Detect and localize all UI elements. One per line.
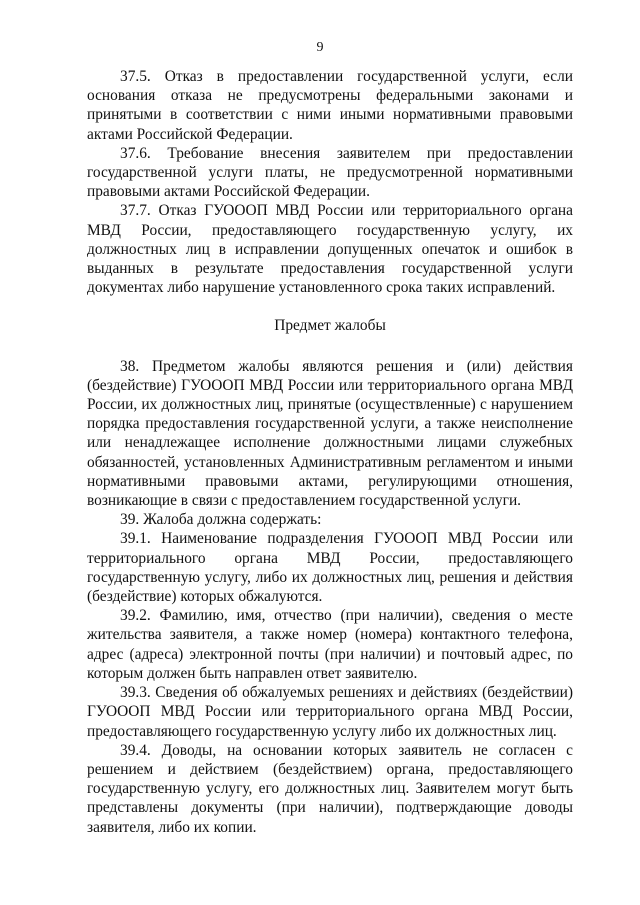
paragraph-39-4: 39.4. Доводы, на основании которых заявитель не согласен с решением и действием (бездействием) органа, предоставляющего государственную услугу, его должностных лиц. Заявителем могут быть представлены документы (при наличии), подтверждающие доводы заявителя, либо их копии. xyxy=(87,741,573,836)
page-number: 9 xyxy=(316,40,324,55)
paragraph-39-3: 39.3. Сведения об обжалуемых решениях и действиях (бездействии) ГУОООП МВД России или территориального органа МВД России, предоставляющего государственную услугу либо их должностных лиц. xyxy=(87,684,573,740)
paragraph-37-5: 37.5. Отказ в предоставлении государственной услуги, если основания отказа не предусмотрены федеральными законами и принятыми в соответствии с ними иными нормативными правовыми актами Российской Федерации. xyxy=(87,68,573,143)
document-body xyxy=(87,67,573,837)
section-heading: Предмет жалобы xyxy=(274,317,386,335)
paragraph-39-2: 39.2. Фамилию, имя, отчество (при наличии), сведения о месте жительства заявителя, а также номер (номера) контактного телефона, адрес (адреса) электронной почты (при наличии) и почтовый адрес, по которым должен быть направлен ответ заявителю. xyxy=(87,607,573,682)
paragraph-37-6: 37.6. Требование внесения заявителем при предоставлении государственной услуги платы, не предусмотренной нормативными правовыми актами Российской Федерации. xyxy=(87,144,573,201)
paragraph-37-7: 37.7. Отказ ГУОООП МВД России или территориального органа МВД России, предоставляющего государственную услугу, их должностных лиц в исправлении допущенных опечаток и ошибок в выданных в результате предоставления государственной услуги документах либо нарушение установленного срока таких исправлений. xyxy=(87,202,573,297)
paragraph-39: 39. Жалоба должна содержать: xyxy=(120,511,322,529)
paragraph-38: 38. Предметом жалобы являются решения и (или) действия (бездействие) ГУОООП МВД России или территориального органа МВД России, их должностных лиц, принятые (осуществленные) с нарушением порядка предоставления государственной услуги, а также неисполнение или ненадлежащее исполнение должностными лицами служебных обязанностей, установленных Административным регламентом и иными нормативными правовыми актами, регулирующими отношения, возникающие в связи с предоставлением государственной услуги. xyxy=(87,357,573,510)
paragraph-39-1: 39.1. Наименование подразделения ГУОООП МВД России или территориального органа МВД России, предоставляющего государственную услугу, либо их должностных лиц, решения и действия (бездействие) которых обжалуются. xyxy=(87,530,573,606)
